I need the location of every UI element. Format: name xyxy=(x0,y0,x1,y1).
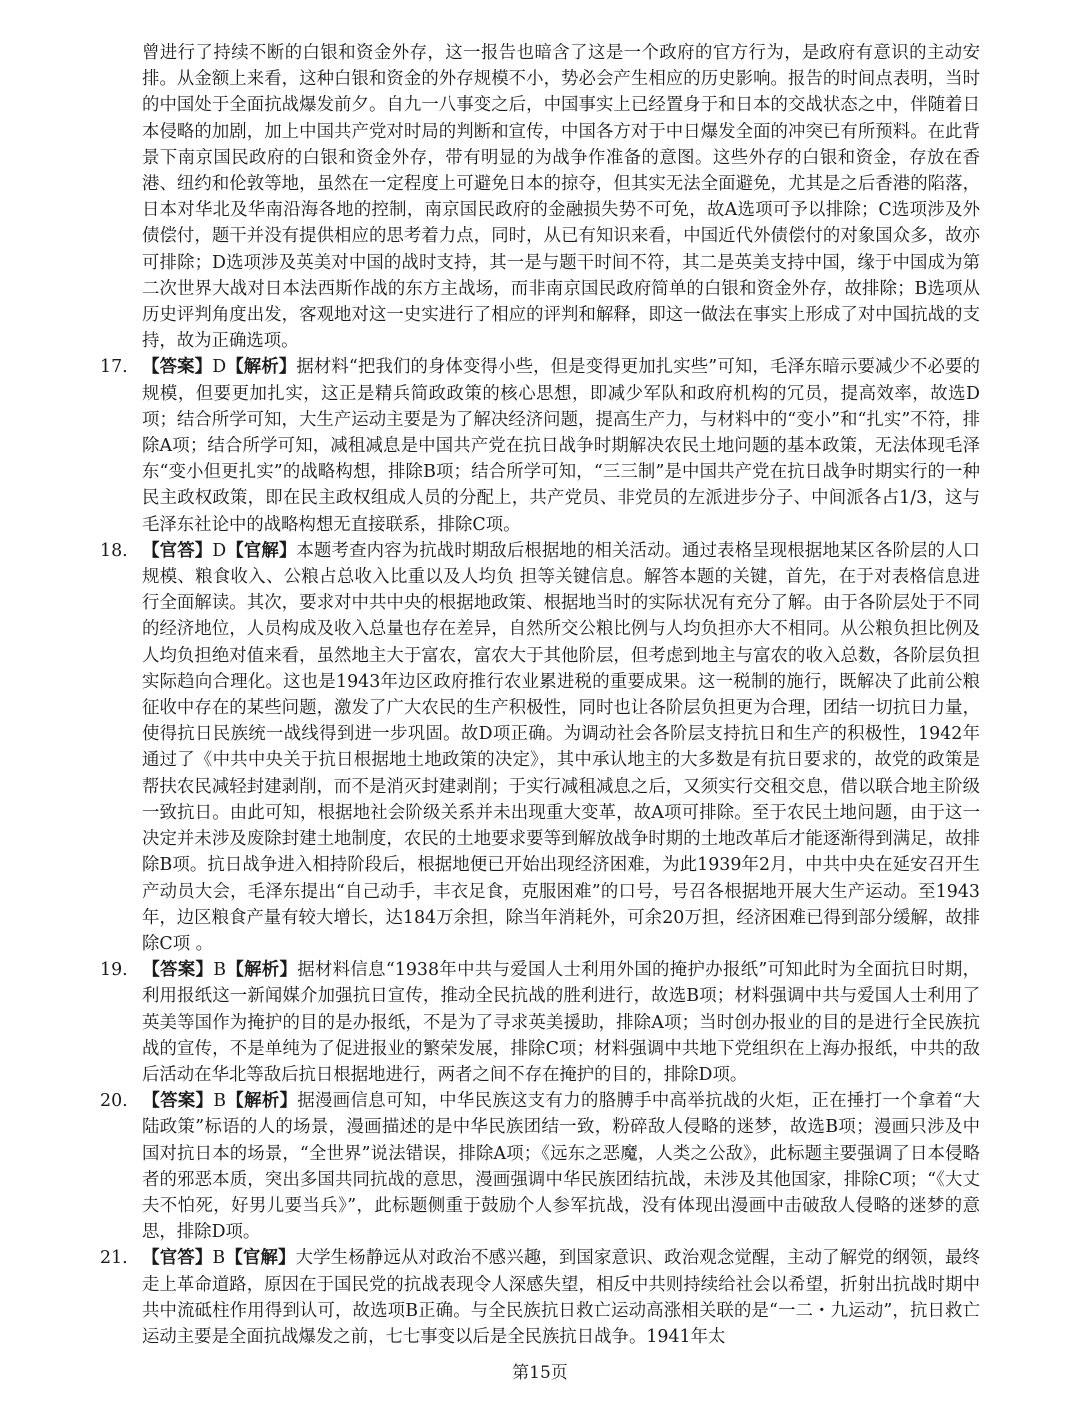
answer-item-20 xyxy=(100,1088,980,1245)
answer-choice: B xyxy=(212,1248,226,1269)
analysis-label: 【解析】 xyxy=(226,357,297,378)
continued-explanation: 曾进行了持续不断的白银和资金外存，这一报告也暗含了这是一个政府的官方行为，是政府有意识的主动安排。从金额上来看，这种白银和资金的外存规模不小，势必会产生相应的历史影响。报告的时间点表明，当时的中国处于全面抗战爆发前夕。自九一八事变之后，中国事实上已经置身于和日本的交战状态之中，伴随着日本侵略的加剧，加上中国共产党对时局的判断和宣传，中国各方对于中日爆发全面的冲突已有所预料。在此背景下南京国民政府的白银和资金外存，带有明显的为战争作准备的意图。这些外存的白银和资金，存放在香港、纽约和伦敦等地，虽然在一定程度上可避免日本的掠夺，但其实无法全面避免，尤其是之后香港的陷落，日本对华北及华南沿海各地的控制，南京国民政府的金融损失势不可免，故A选项可予以排除；C选项涉及外债偿付，题干并没有提供相应的思考着力点，同时，从已有知识来看，中国近代外债偿付的对象国众多，故亦可排除；D选项涉及英美对中国的战时支持，其一是与题干时间不符，其二是英美支持中国，缘于中国成为第二次世界大战对日本法西斯作战的东方主战场，而非南京国民政府简单的白银和资金外存，故排除；B选项从历史评判角度出发，客观地对这一史实进行了相应的评判和解释，即这一做法在事实上形成了对中国抗战的支持，故为正确选项。 xyxy=(142,43,980,352)
answer-choice: B xyxy=(213,960,227,981)
answer-choice: D xyxy=(212,357,227,378)
answer-item-19 xyxy=(100,957,980,1088)
analysis-text: 据材料信息“1938年中共与爱国人士利用外国的掩护办报纸”可知此时为全面抗日时期，利用报纸这一新闻媒介加强抗日宣传，推动全民抗战的胜利进行，故选B项；材料强调中共与爱国人士利用了英美等国作为掩护的目的是办报纸，不是为了寻求英美援助，排除A项；当时创办报业的目的是进行全民族抗战的宣传，不是单纯为了促进报业的繁荣发展，排除C项；材料强调中共地下党组织在上海办报纸，中共的敌后活动在华北等敌后抗日根据地进行，两者之间不存在掩护的目的，排除D项。 xyxy=(142,960,980,1085)
answer-label: 【官答】 xyxy=(142,1248,213,1269)
answer-label: 【答案】 xyxy=(142,1091,214,1112)
analysis-text: 据材料“把我们的身体变得小些，但是变得更加扎实些”可知，毛泽东暗示要减少不必要的规模，但要更加扎实，这正是精兵简政政策的核心思想，即减少军队和政府机构的冗员，提高效率，故选D项；结合所学可知，大生产运动主要是为了解决经济问题，提高生产力，与材料中的“变小”和“扎实”不符，排除A项；结合所学可知，减租减息是中国共产党在抗日战争时期解决农民土地问题的基本政策，无法体现毛泽东“变小但更扎实”的战略构想，排除B项；结合所学可知，“三三制”是中国共产党在抗日战争时期实行的一种民主政权政策，即在民主政权组成人员的分配上，共产党员、非党员的左派进步分子、中间派各占1/3，这与毛泽东社论中的战略构想无直接联系，排除C项。 xyxy=(142,357,980,535)
answer-label: 【答案】 xyxy=(142,960,214,981)
answer-label: 【官答】 xyxy=(142,540,213,561)
answer-item-18 xyxy=(100,538,980,957)
answer-choice: B xyxy=(213,1091,227,1112)
question-number: 17. xyxy=(100,357,128,378)
question-number: 21. xyxy=(100,1248,128,1269)
answer-explanations xyxy=(100,40,980,1350)
analysis-label: 【官解】 xyxy=(225,1248,296,1269)
question-number: 18. xyxy=(100,540,128,561)
analysis-label: 【解析】 xyxy=(226,960,298,981)
analysis-text: 大学生杨静远从对政治不感兴趣，到国家意识、政治观念觉醒，主动了解党的纲领，最终走上革命道路，原因在于国民党的抗战表现令人深感失望，相反中共则持续给社会以希望，折射出抗战时期中共中流砥柱作用得到认可，故选项B正确。与全民族抗日救亡运动高涨相关联的是“一二・九运动”，抗日救亡运动主要是全面抗战爆发之前，七七事变以后是全民族抗日战争。1941年太 xyxy=(142,1248,980,1347)
answer-item-21 xyxy=(100,1245,980,1350)
question-number: 20. xyxy=(100,1091,128,1112)
page-number: 第15页 xyxy=(512,1363,568,1383)
answer-choice: D xyxy=(212,540,227,561)
analysis-label: 【解析】 xyxy=(226,1091,298,1112)
answer-label: 【答案】 xyxy=(142,357,213,378)
question-number: 19. xyxy=(100,960,128,981)
analysis-text: 据漫画信息可知，中华民族这支有力的胳膊手中高举抗战的火炬，正在捶打一个拿着“大陆政策”标语的人的场景，漫画描述的是中华民族团结一致，粉碎敌人侵略的迷梦，故选B项；漫画只涉及中国对抗日本的场景，“全世界”说法错误，排除A项；《远东之恶魔，人类之公敌》，此标题主要强调了日本侵略者的邪恶本质，突出多国共同抗战的意思，漫画强调中华民族团结抗战，未涉及其他国家，排除C项；“《大丈夫不怕死，好男儿要当兵》”，此标题侧重于鼓励个人参军抗战，没有体现出漫画中击破敌人侵略的迷梦的意思，排除D项。 xyxy=(142,1091,980,1243)
analysis-label: 【官解】 xyxy=(226,540,297,561)
answer-item-17 xyxy=(100,354,980,537)
analysis-text: 本题考查内容为抗战时期敌后根据地的相关活动。通过表格呈现根据地某区各阶层的人口规模、粮食收入、公粮占总收入比重以及人均负 担等关键信息。解答本题的关键，首先，在于对表格信息进行全面解读。其次，要求对中共中央的根据地政策、根据地当时的实际状况有充分了解。由于各阶层处于不同的经济地位，人员构成及收入总量也存在差异，自然所交公粮比例与人均负担亦大不相同。从公粮负担比例及人均负担绝对值来看，虽然地主大于富农，富农大于其他阶层，但考虑到地主与富农的收入总数，各阶层负担实际趋向合理化。这也是1943年边区政府推行农业累进税的重要成果。这一税制的施行，既解决了此前公粮征收中存在的某些问题，激发了广大农民的生产积极性，同时也让各阶层负担更为合理，团结一切抗日力量，使得抗日民族统一战线得到进一步巩固。故D项正确。为调动社会各阶层支持抗日和生产的积极性，1942年通过了《中共中央关于抗日根据地土地政策的决定》，其中承认地主的大多数是有抗日要求的，故党的政策是帮扶农民减轻封建剥削，而不是消灭封建剥削；于实行减租减息之后，又须实行交租交息，借以联合地主阶级一致抗日。由此可知，根据地社会阶级关系并未出现重大变革，故A项可排除。至于农民土地问题，由于这一决定并未涉及废除封建土地制度，农民的土地要求要等到解放战争时期的土地改革后才能逐渐得到满足，故排除B项。抗日战争进入相持阶段后，根据地便已开始出现经济困难，为此1939年2月，中共中央在延安召开生产动员大会，毛泽东提出“自己动手，丰衣足食，克服困难”的口号，号召各根据地开展大生产运动。至1943年，边区粮食产量有较大增长，达184万余担，除当年消耗外，可余20万担，经济困难已得到部分缓解，故排除C项 。 xyxy=(142,540,980,954)
